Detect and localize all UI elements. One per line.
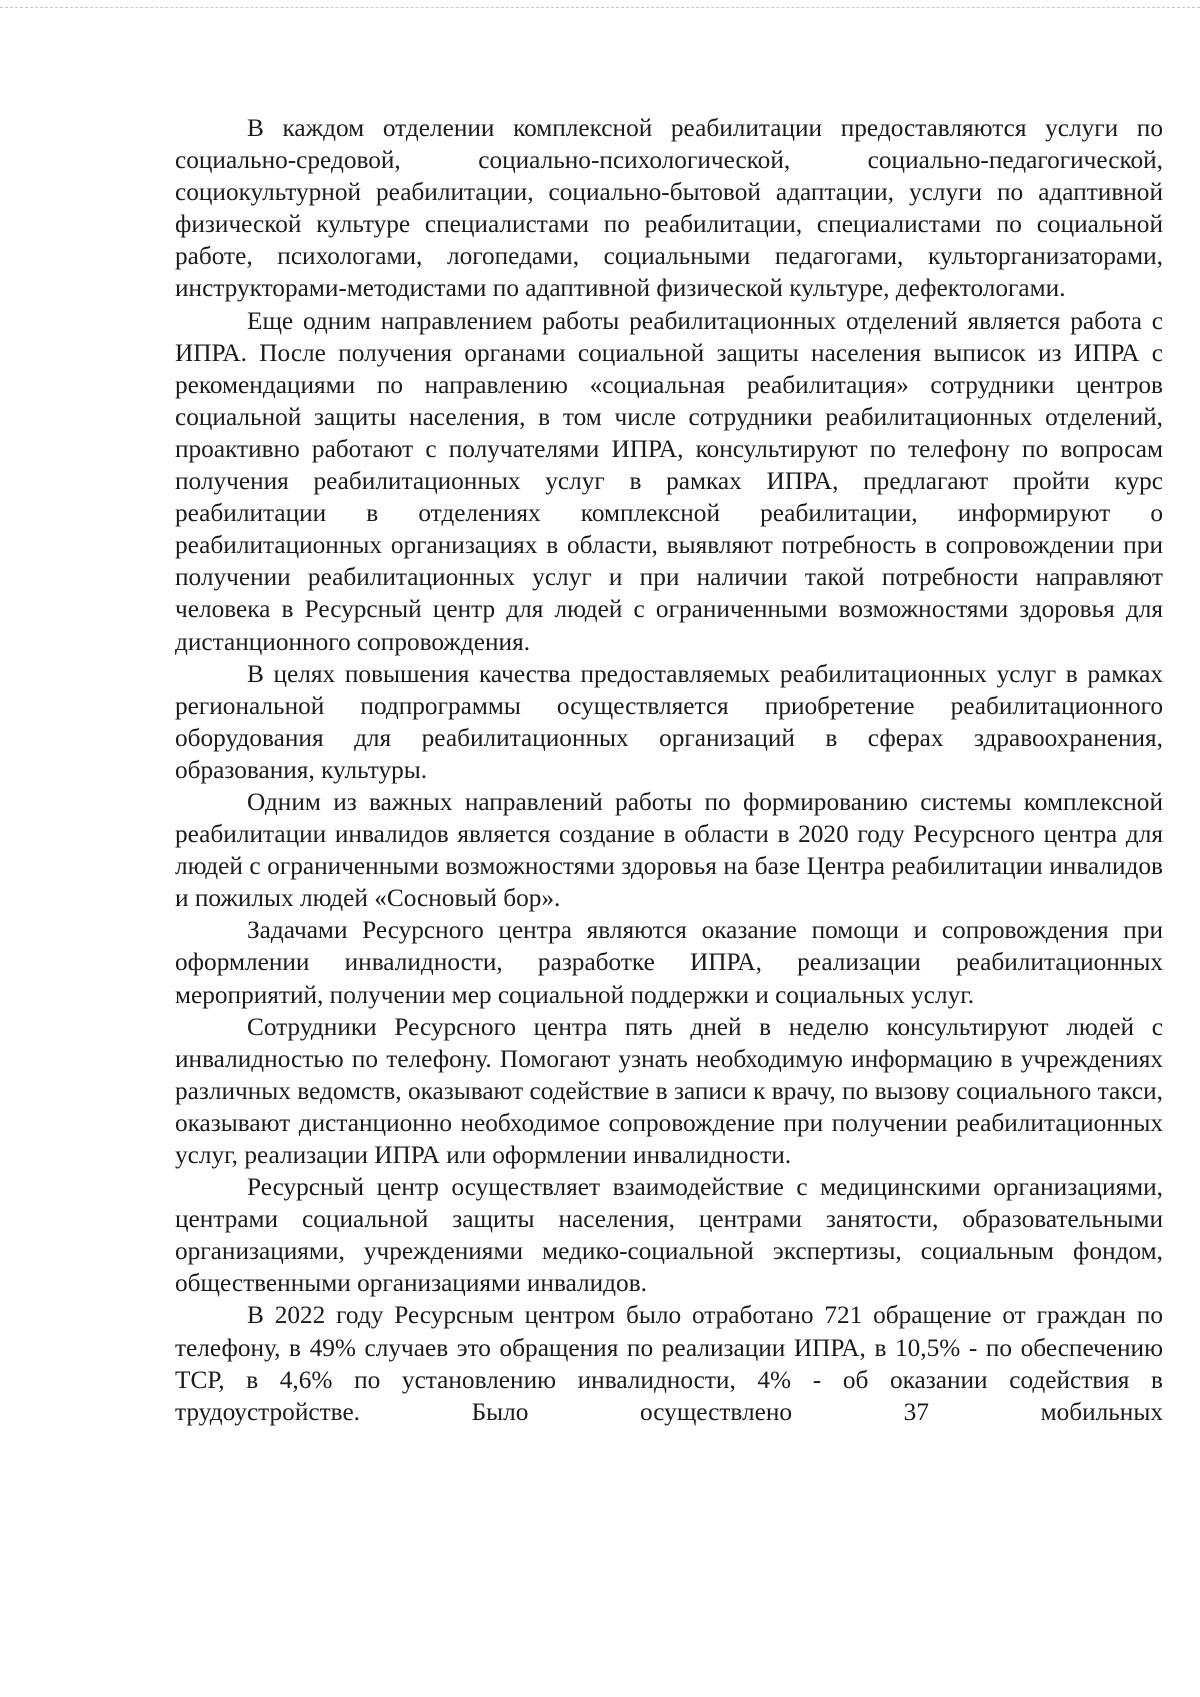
paragraph-resource-center-tasks: Задачами Ресурсного центра являются оказание помощи и сопровождения при оформлении инвалидности, разработке ИПРА, реализации реабилитационных мероприятий, получении мер социальной поддержки и социальных услуг. [175,916,1163,1009]
paragraph-statistics-2022: В 2022 году Ресурсным центром было отработано 721 обращение от граждан по телефону, в 49% случаев это обращения по реализации ИПРА, в 10,5% - по обеспечению ТСР, в 4,6% по установлению инвалидности, 4% - об оказании содействия в трудоустройстве. Было осуществлено 37 мобильных [175,1301,1163,1426]
paragraph-resource-center-consulting: Сотрудники Ресурсного центра пять дней в неделю консультируют людей с инвалидностью по телефону. Помогают узнать необходимую информацию в учреждениях различных ведомств, оказывают содействие в записи к врачу, по вызову социального такси, оказывают дистанционно необходимое сопровождение при получении реабилитационных услуг, реализации ИПРА или оформлении инвалидности. [175,1012,1163,1169]
document-page [175,112,1163,1428]
paragraph-resource-center-creation: Одним из важных направлений работы по формированию системы комплексной реабилитации инвалидов является создание в области в 2020 году Ресурсного центра для людей с ограниченными возможностями здоровья на базе Центра реабилитации инвалидов и пожилых людей «Сосновый бор». [175,787,1163,913]
paragraph-equipment: В целях повышения качества предоставляемых реабилитационных услуг в рамках региональной подпрограммы осуществляется приобретение реабилитационного оборудования для реабилитационных организаций в сферах здравоохранения, образования, культуры. [175,659,1163,784]
paragraph-ipra-work: Еще одним направлением работы реабилитационных отделений является работа с ИПРА. После получения органами социальной защиты населения выписок из ИПРА с рекомендациями по направлению «социальная реабилитация» сотрудники центров социальной защиты населения, в том числе сотрудники реабилитационных отделений, проактивно работают с получателями ИПРА, консультируют по телефону по вопросам получения реабилитационных услуг в рамках ИПРА, предлагают пройти курс реабилитации в отделениях комплексной реабилитации, информируют о реабилитационных организациях в области, выявляют потребность в сопровождении при получении реабилитационных услуг и при наличии такой потребности направляют человека в Ресурсный центр для людей с ограниченными возможностями здоровья для дистанционного сопровождения. [175,306,1163,656]
paragraph-resource-center-cooperation: Ресурсный центр осуществляет взаимодействие с медицинскими организациями, центрами социальной защиты населения, центрами занятости, образовательными организациями, учреждениями медико-социальной экспертизы, социальным фондом, общественными организациями инвалидов. [175,1173,1163,1298]
scan-top-edge [0,7,1200,8]
paragraph-rehab-services: В каждом отделении комплексной реабилитации предоставляются услуги по социально-средовой, социально-психологической, социально-педагогической, социокультурной реабилитации, социально-бытовой адаптации, услуги по адаптивной физической культуре специалистами по реабилитации, специалистами по социальной работе, психологами, логопедами, социальными педагогами, культорганизаторами, инструкторами-методистами по адаптивной физической культуре, дефектологами. [175,114,1163,303]
